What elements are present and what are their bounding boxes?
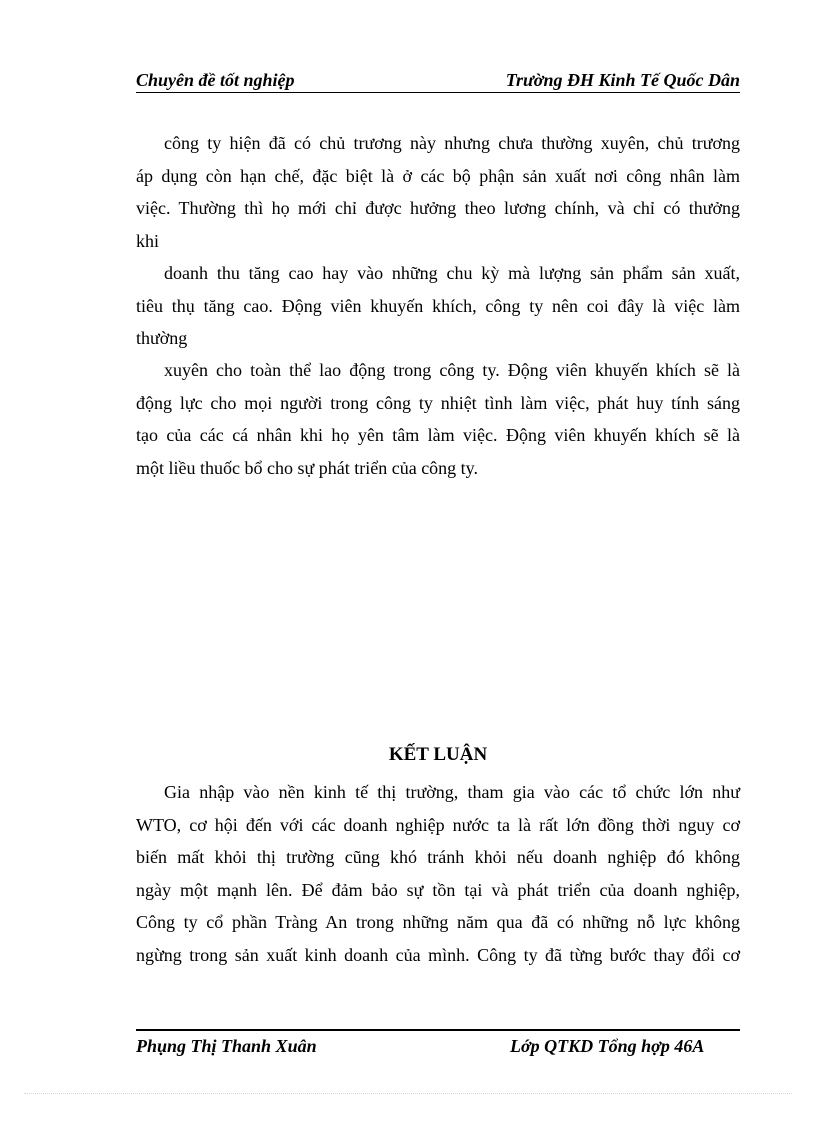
section-title: KẾT LUẬN xyxy=(388,744,488,765)
text-line: Công ty cổ phần Tràng An trong những năm qua đã có những nỗ lực không xyxy=(136,912,740,933)
text-line: xuyên cho toàn thể lao động trong công ty. Động viên khuyến khích sẽ là xyxy=(164,360,740,380)
paragraph-3 xyxy=(136,354,740,484)
conclusion-paragraph xyxy=(136,776,740,972)
text-line: khi xyxy=(136,230,160,251)
text-line: ngày một mạnh lên. Để đảm bảo sự tồn tại và phát triển của doanh nghiệp, xyxy=(136,879,740,900)
paragraph-2 xyxy=(136,257,740,355)
text-line: biến mất khỏi thị trường cũng khó tránh khỏi nếu doanh nghiệp đó không xyxy=(136,847,740,868)
text-line: doanh thu tăng cao hay vào những chu kỳ mà lượng sản phẩm sản xuất, xyxy=(164,263,740,283)
text-line: động lực cho mọi người trong công ty nhiệt tình làm việc, phát huy tính sáng xyxy=(136,392,740,413)
text-line: một liều thuốc bổ cho sự phát triển của công ty. xyxy=(136,457,479,478)
page-footer xyxy=(136,1029,740,1061)
text-line: việc. Thường thì họ mới chỉ được hưởng theo lương chính, và chỉ có thưởng xyxy=(136,198,740,219)
header-left-text: Chuyên đề tốt nghiệp xyxy=(136,70,295,90)
text-line: áp dụng còn hạn chế, đặc biệt là ở các bộ phận sản xuất nơi công nhân làm xyxy=(136,165,740,186)
text-line: công ty hiện đã có chủ trương này nhưng chưa thường xuyên, chủ trương xyxy=(164,133,740,153)
paragraph-1 xyxy=(136,127,740,257)
page-header xyxy=(136,68,740,93)
text-line: Gia nhập vào nền kinh tế thị trường, tham gia vào các tổ chức lớn như xyxy=(164,782,740,802)
text-line: tiêu thụ tăng cao. Động viên khuyến khích, công ty nên coi đây là việc làm xyxy=(136,295,740,316)
page-edge-divider xyxy=(24,1093,792,1094)
text-line: thường xyxy=(136,328,188,349)
header-right-text: Trường ĐH Kinh Tế Quốc Dân xyxy=(505,70,740,90)
text-line: tạo của các cá nhân khi họ yên tâm làm việc. Động viên khuyến khích sẽ là xyxy=(136,425,740,446)
footer-right-text: Lớp QTKD Tổng hợp 46A xyxy=(510,1036,705,1056)
footer-left-text: Phụng Thị Thanh Xuân xyxy=(136,1036,317,1056)
text-line: WTO, cơ hội đến với các doanh nghiệp nước ta là rất lớn đồng thời nguy cơ xyxy=(136,814,740,835)
text-line: ngừng trong sản xuất kinh doanh của mình. Công ty đã từng bước thay đổi cơ xyxy=(136,944,740,965)
